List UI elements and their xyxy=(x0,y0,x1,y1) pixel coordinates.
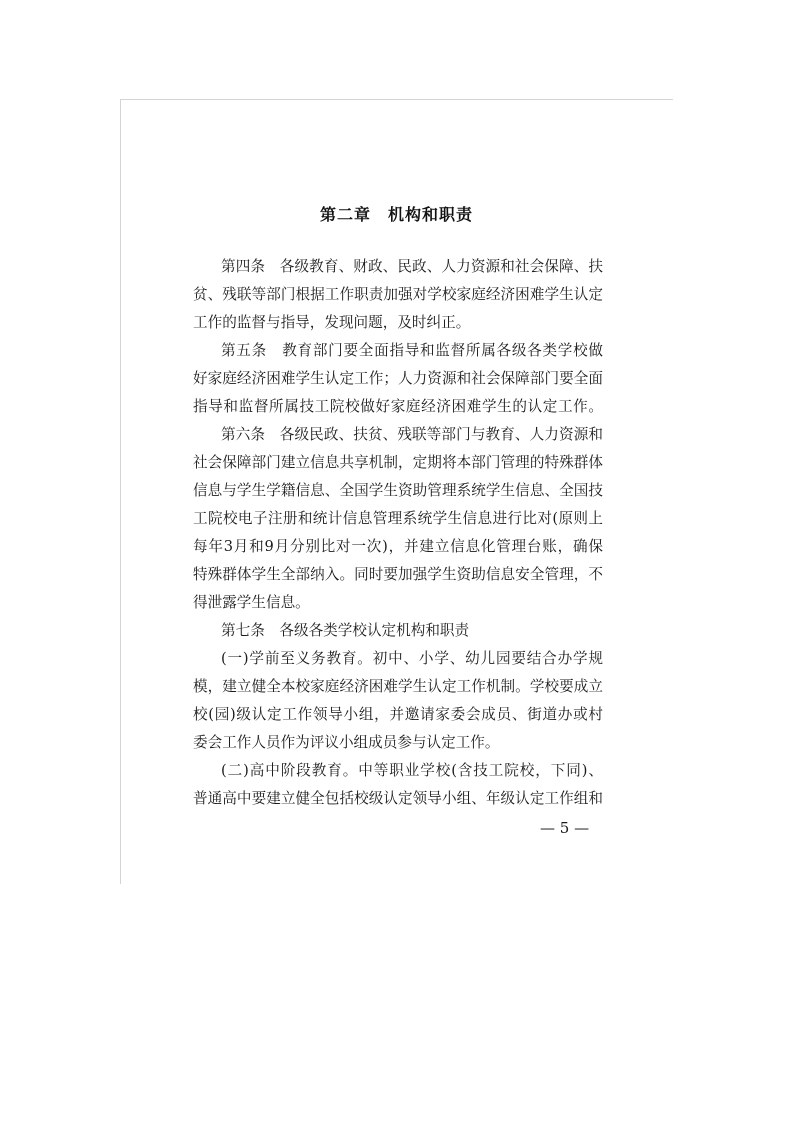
article-6-line: 第六条 各级民政、扶贫、残联等部门与教育、人力资源和 xyxy=(221,426,603,443)
article-7-item-2-line: 普通高中要建立健全包括校级认定领导小组、年级认定工作组和 xyxy=(193,790,603,807)
page-number: — 5 — xyxy=(540,819,590,837)
article-7-item-1-line: 模，建立健全本校家庭经济困难学生认定工作机制。学校要成立 xyxy=(193,678,603,695)
article-7-line: 第七条 各级各类学校认定机构和职责 xyxy=(221,622,470,639)
page-border-top xyxy=(120,99,673,100)
article-6-line: 社会保障部门建立信息共享机制，定期将本部门管理的特殊群体 xyxy=(193,454,603,471)
article-7-item-2-line: (二)高中阶段教育。中等职业学校(含技工院校，下同)、 xyxy=(221,762,603,779)
article-6-line: 工院校电子注册和统计信息管理系统学生信息进行比对(原则上 xyxy=(193,510,603,527)
article-4-line: 工作的监督与指导，发现问题，及时纠正。 xyxy=(193,314,471,331)
article-4-line: 贫、残联等部门根据工作职责加强对学校家庭经济困难学生认定 xyxy=(193,286,603,303)
article-6-line: 每年3月和9月分别比对一次)，并建立信息化管理台账，确保 xyxy=(193,538,603,555)
article-5-line: 好家庭经济困难学生认定工作；人力资源和社会保障部门要全面 xyxy=(193,370,603,387)
article-4-line: 第四条 各级教育、财政、民政、人力资源和社会保障、扶 xyxy=(221,258,603,275)
article-7-item-1-line: (一)学前至义务教育。初中、小学、幼儿园要结合办学规 xyxy=(221,650,603,667)
article-7-item-1-line: 校(园)级认定工作领导小组，并邀请家委会成员、街道办或村 xyxy=(193,706,603,723)
article-5-line: 指导和监督所属技工院校做好家庭经济困难学生的认定工作。 xyxy=(193,398,603,415)
article-6-line: 得泄露学生信息。 xyxy=(193,594,310,611)
article-6-line: 特殊群体学生全部纳入。同时要加强学生资助信息安全管理，不 xyxy=(193,566,603,583)
chapter-title: 第二章 机构和职责 xyxy=(319,205,473,224)
article-6-line: 信息与学生学籍信息、全国学生资助管理系统学生信息、全国技 xyxy=(193,482,603,499)
article-7-item-1-line: 委会工作人员作为评议小组成员参与认定工作。 xyxy=(193,734,500,751)
article-5-line: 第五条 教育部门要全面指导和监督所属各级各类学校做 xyxy=(221,342,603,359)
